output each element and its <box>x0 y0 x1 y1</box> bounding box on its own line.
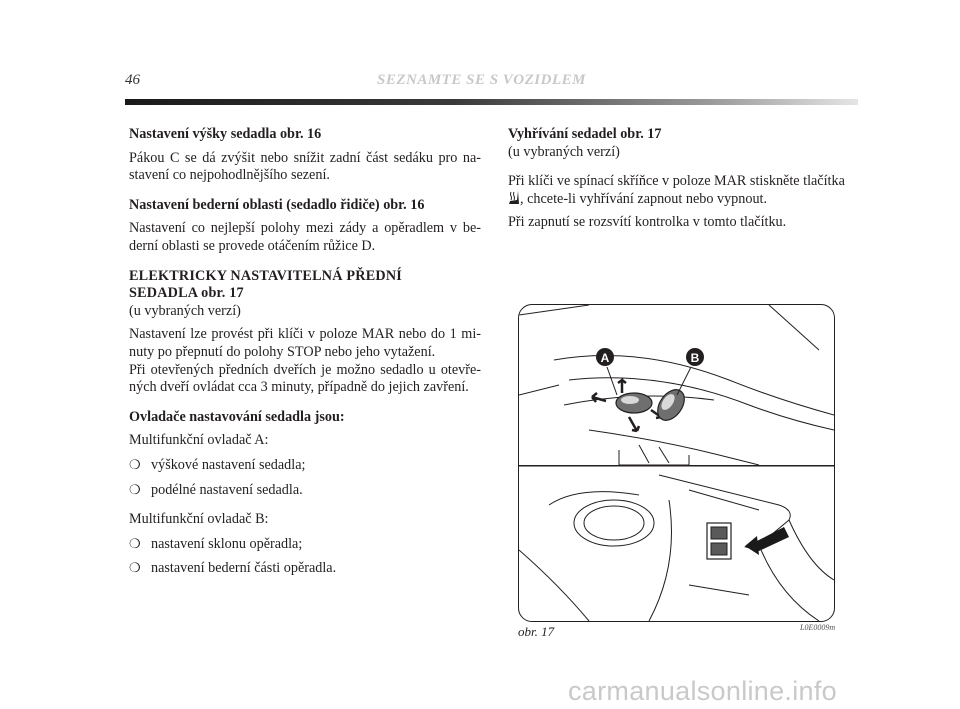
figure-code: L0E0009m <box>800 623 836 632</box>
list-item-text: výškové nastavení sedadla; <box>151 456 306 473</box>
bullet-icon: ❍ <box>129 535 141 551</box>
bullet-icon: ❍ <box>129 456 141 472</box>
heading-figure-ref: obr. 17 <box>201 285 244 302</box>
label-a: A <box>600 351 610 365</box>
paragraph-open-doors: Při otevřených předních dveřích je možno sedadlo u otevře-ných dveří ovládat cca 3 minuty, případně do jejich zavření. <box>129 361 481 396</box>
left-column <box>129 126 481 578</box>
bullet-icon: ❍ <box>129 560 141 576</box>
section-heading-seat-heating: Vyhřívání sedadel obr. 17 <box>508 126 662 142</box>
heading-line-1: ELEKTRICKY NASTAVITELNÁ PŘEDNÍ <box>129 267 402 284</box>
right-column <box>508 126 860 232</box>
page-number: 46 <box>125 72 140 88</box>
control-b-graphic <box>652 385 690 425</box>
bullet-icon: ❍ <box>129 481 141 497</box>
list-item-text: nastavení sklonu opěradla; <box>151 535 303 552</box>
heating-text-after: , chcete-li vyhřívání zapnout nebo vypnout. <box>520 190 768 207</box>
seat-heating-icon <box>508 191 520 205</box>
list-item <box>129 535 481 554</box>
control-a-graphic <box>592 380 661 431</box>
section-heading-lumbar: Nastavení bederní oblasti (sedadlo řidiče) obr. 16 <box>129 196 425 213</box>
heating-text-before: Při klíči ve spínací skříňce v poloze MAR stiskněte tlačítka <box>508 173 845 190</box>
paragraph-seat-height: Pákou C se dá zvýšit nebo snížit zadní část sedáku pro na-stavení co nejpohodlnějšího sezení. <box>129 149 481 184</box>
section-heading-controls: Ovladače nastavování sedadla jsou: <box>129 408 345 425</box>
heater-buttons-graphic <box>707 523 789 559</box>
paragraph-indicator: Při zapnutí se rozsvítí kontrolka v tomto tlačítku. <box>508 214 787 231</box>
watermark: carmanualsonline.info <box>568 676 837 706</box>
list-item-text: nastavení bederní části opěradla. <box>151 560 337 577</box>
paragraph-key-position: Nastavení lze provést při klíči v poloze MAR nebo do 1 mi-nuty po přepnutí do polohy STOP nebo jeho vytažení. <box>129 326 481 360</box>
availability-note: (u vybraných verzí) <box>129 302 241 319</box>
list-item <box>129 559 481 578</box>
heading-line-2: SEDADLA <box>129 285 198 302</box>
list-item <box>129 456 481 475</box>
control-a-label: Multifunkční ovladač A: <box>129 432 269 449</box>
label-b: B <box>690 351 700 365</box>
paragraph-lumbar: Nastavení co nejlepší polohy mezi zády a opěradlem v be-derní oblasti se provede otáčením růžice D. <box>129 220 481 254</box>
control-b-label: Multifunkční ovladač B: <box>129 511 269 528</box>
section-heading-electric-seats <box>129 268 481 303</box>
figure-caption: obr. 17 <box>518 624 555 639</box>
figure-seat-controls <box>518 304 835 622</box>
page-header <box>125 72 860 96</box>
running-title: SEZNAMTE SE S VOZIDLEM <box>377 72 586 88</box>
availability-note: (u vybraných verzí) <box>508 143 620 160</box>
list-item <box>129 481 481 500</box>
paragraph-heating-buttons <box>508 173 860 208</box>
section-heading-seat-height: Nastavení výšky sedadla obr. 16 <box>129 126 322 142</box>
header-rule <box>125 99 858 105</box>
list-item-text: podélné nastavení sedadla. <box>151 481 303 498</box>
figure-illustration <box>519 305 834 621</box>
